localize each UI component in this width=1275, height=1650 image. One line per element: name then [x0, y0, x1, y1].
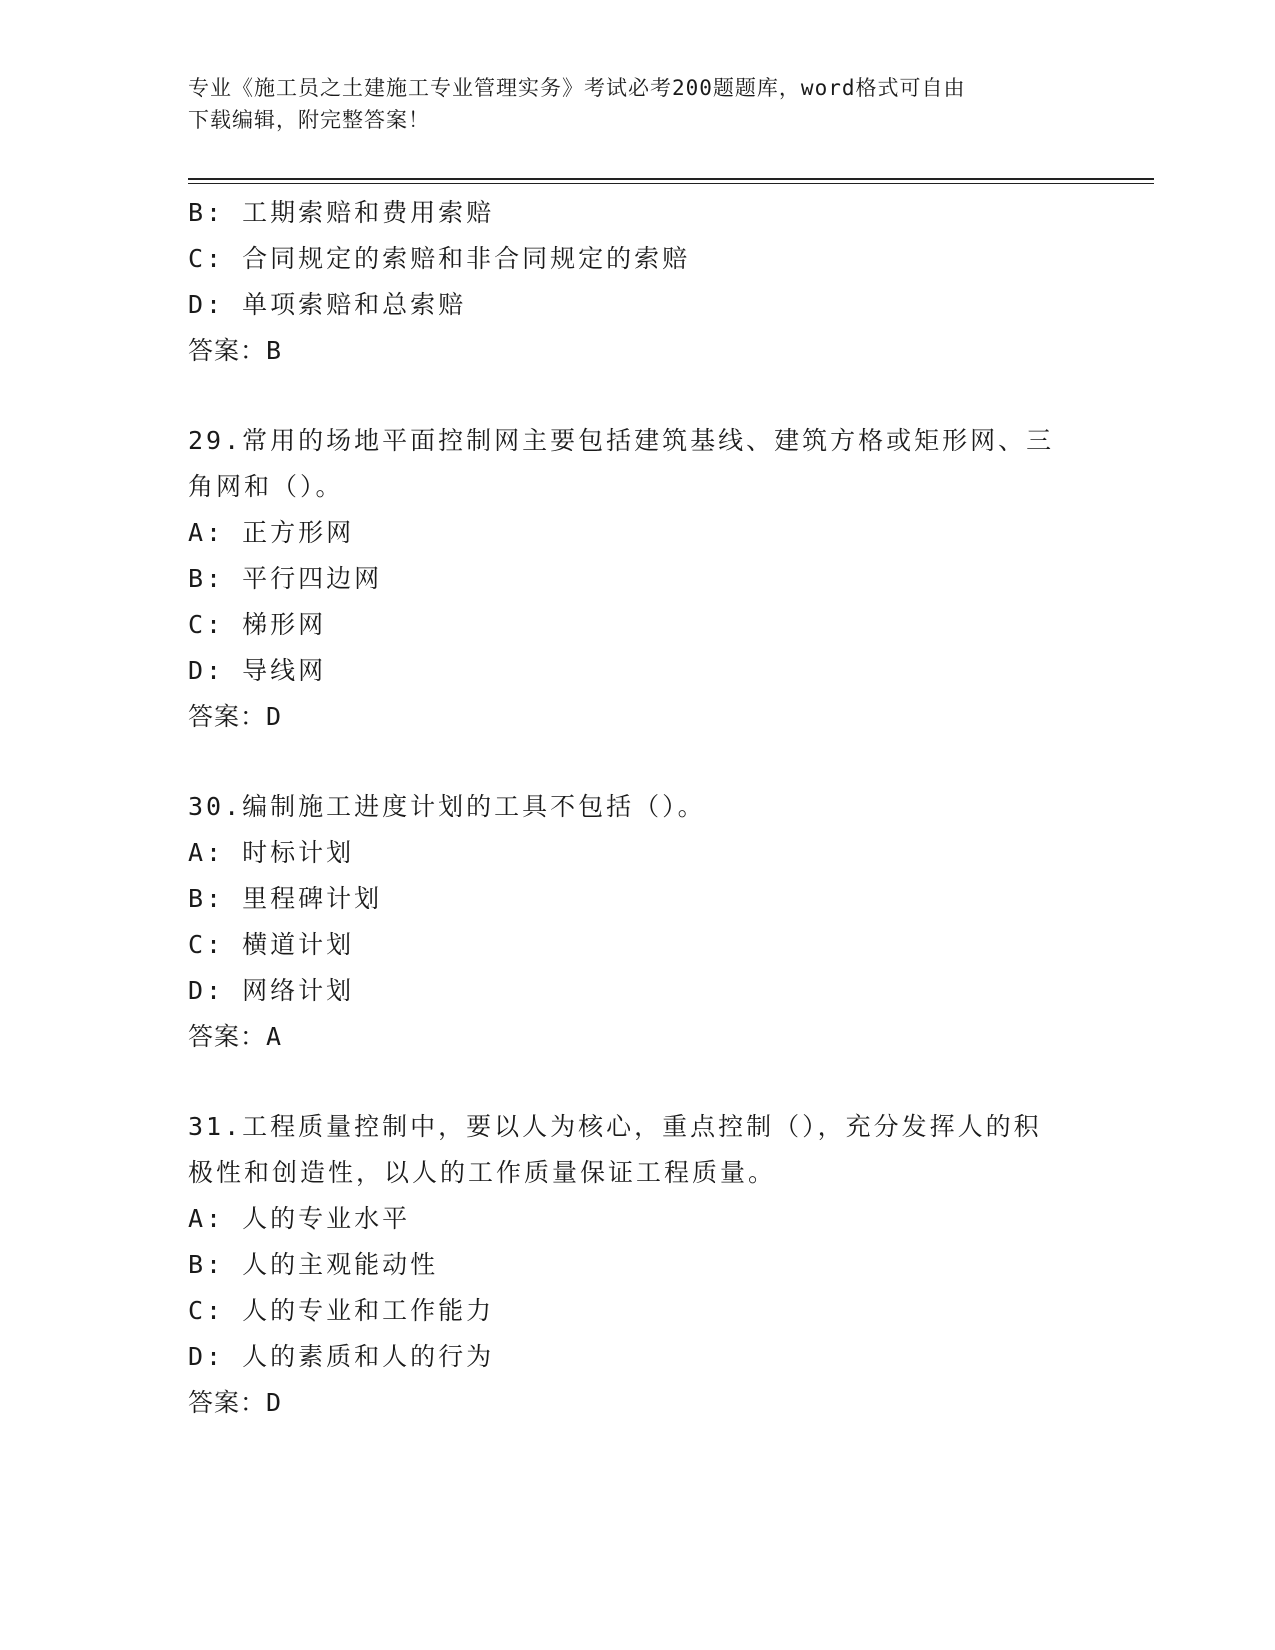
- question-stem-line-1: 29.常用的场地平面控制网主要包括建筑基线、建筑方格或矩形网、三: [188, 426, 1055, 455]
- option-a: A: 正方形网: [188, 518, 355, 547]
- option-c: C: 横道计划: [188, 930, 355, 959]
- question-stem-line-2: 极性和创造性，以人的工作质量保证工程质量。: [188, 1158, 777, 1187]
- question-block-29: [188, 418, 1088, 740]
- option-d: D: 网络计划: [188, 976, 355, 1005]
- question-stem-line-2: 角网和（）。: [188, 472, 344, 501]
- option-c: C: 合同规定的索赔和非合同规定的索赔: [188, 244, 691, 273]
- option-b: B: 里程碑计划: [188, 884, 383, 913]
- option-d: D: 单项索赔和总索赔: [188, 290, 467, 319]
- header-line-2: 下载编辑，附完整答案！: [188, 108, 430, 132]
- answer-line: 答案：B: [188, 336, 283, 365]
- answer-line: 答案：D: [188, 702, 283, 731]
- question-block-continued: [188, 190, 1088, 374]
- spacer: [188, 1060, 1088, 1104]
- option-c: C: 人的专业和工作能力: [188, 1296, 495, 1325]
- header-divider-thick: [188, 178, 1154, 180]
- option-c: C: 梯形网: [188, 610, 327, 639]
- question-stem-line-1: 30.编制施工进度计划的工具不包括（）。: [188, 792, 706, 821]
- spacer: [188, 374, 1088, 418]
- question-list: [188, 190, 1088, 1426]
- answer-line: 答案：A: [188, 1022, 283, 1051]
- spacer: [188, 740, 1088, 784]
- question-stem-line-1: 31.工程质量控制中，要以人为核心，重点控制（），充分发挥人的积: [188, 1112, 1042, 1141]
- option-d: D: 导线网: [188, 656, 327, 685]
- option-b: B: 工期索赔和费用索赔: [188, 198, 495, 227]
- header-divider-thin: [188, 183, 1154, 184]
- question-block-31: [188, 1104, 1088, 1426]
- option-d: D: 人的素质和人的行为: [188, 1342, 495, 1371]
- answer-line: 答案：D: [188, 1388, 283, 1417]
- question-block-30: [188, 784, 1088, 1060]
- document-header: [188, 72, 1088, 136]
- option-a: A: 人的专业水平: [188, 1204, 411, 1233]
- option-b: B: 人的主观能动性: [188, 1250, 439, 1279]
- header-line-1: 专业《施工员之土建施工专业管理实务》考试必考200题题库，word格式可自由: [188, 76, 966, 100]
- option-b: B: 平行四边网: [188, 564, 383, 593]
- option-a: A: 时标计划: [188, 838, 355, 867]
